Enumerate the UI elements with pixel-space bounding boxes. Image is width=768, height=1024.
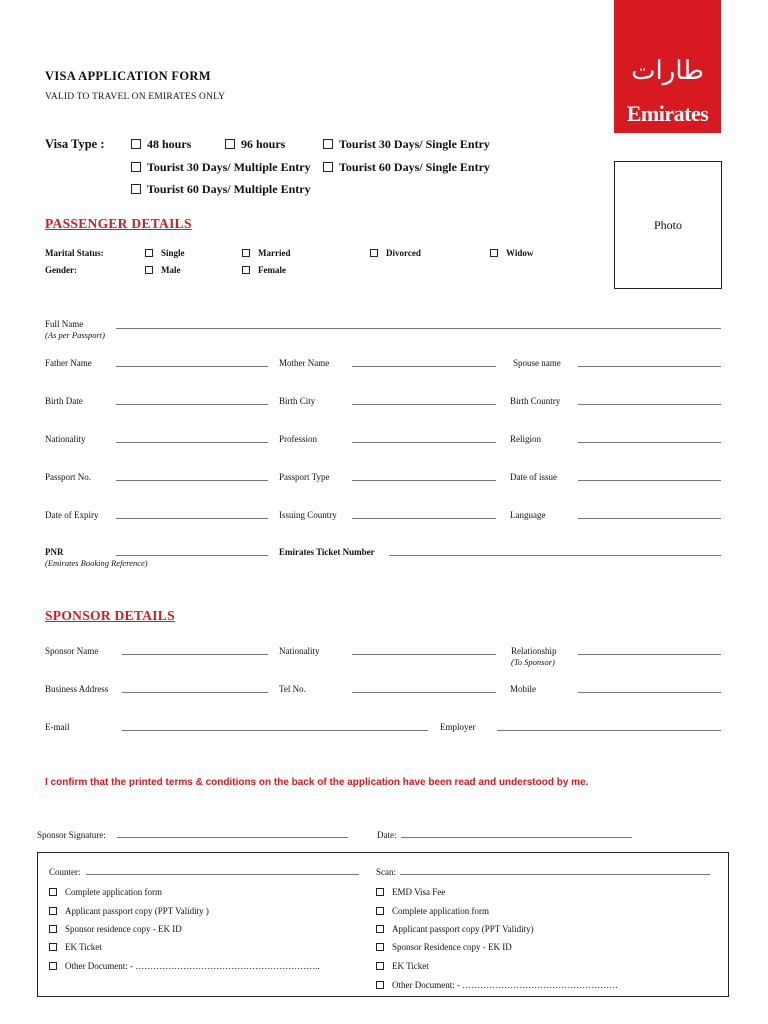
father-name-label: Father Name [45,358,92,368]
full-name-note: (As per Passport) [45,330,105,340]
scan-field[interactable] [400,874,710,875]
birth-city-label: Birth City [279,396,316,406]
marital-option-divorced[interactable]: Divorced [370,248,421,258]
checkbox-icon[interactable] [49,925,57,933]
email-field[interactable] [122,730,428,731]
passport-no-field[interactable] [116,480,268,481]
counter-item-ek-ticket[interactable]: EK Ticket [49,942,102,952]
scan-item-residence-copy[interactable]: Sponsor Residence copy - EK ID [376,942,512,952]
email-label: E-mail [45,722,70,732]
visa-option-t30-multiple[interactable]: Tourist 30 Days/ Multiple Entry [131,160,311,175]
birth-date-field[interactable] [116,404,268,405]
marital-option-married[interactable]: Married [242,248,290,258]
visa-option-t60-multiple[interactable]: Tourist 60 Days/ Multiple Entry [131,182,311,197]
date-label: Date: [377,830,397,840]
pnr-note: (Emirates Booking Reference) [45,558,148,568]
sponsor-name-field[interactable] [122,654,268,655]
birth-date-label: Birth Date [45,396,83,406]
gender-option-male[interactable]: Male [145,265,181,275]
scan-label: Scan: [376,867,396,877]
scan-item-application-form[interactable]: Complete application form [376,906,489,916]
spouse-name-field[interactable] [578,366,721,367]
checkbox-icon[interactable] [49,907,57,915]
business-address-field[interactable] [122,692,268,693]
counter-field[interactable] [86,874,359,875]
checkbox-icon[interactable] [376,981,384,989]
mother-name-label: Mother Name [279,358,330,368]
checkbox-icon[interactable] [376,943,384,951]
sponsor-details-heading: SPONSOR DETAILS [45,608,175,623]
checkbox-icon[interactable] [49,943,57,951]
visa-type-label: Visa Type : [45,137,105,151]
checkbox-icon[interactable] [225,139,235,149]
relationship-field[interactable] [578,654,721,655]
visa-option-t60-single[interactable]: Tourist 60 Days/ Single Entry [323,160,490,175]
checkbox-icon[interactable] [242,249,250,257]
checkbox-icon[interactable] [145,266,153,274]
checkbox-icon[interactable] [131,184,141,194]
ticket-number-field[interactable] [389,555,721,556]
mobile-field[interactable] [578,692,721,693]
relationship-label: Relationship [511,646,557,656]
date-field[interactable] [401,837,632,838]
pnr-label: PNR [45,547,64,557]
checkbox-icon[interactable] [376,962,384,970]
checkbox-icon[interactable] [376,907,384,915]
issuing-country-label: Issuing Country [279,510,337,520]
counter-item-other-document[interactable]: Other Document: - …………………………………………………….. [49,961,320,971]
spouse-name-label: Spouse name [513,358,561,368]
sponsor-nationality-label: Nationality [279,646,320,656]
tel-no-label: Tel No. [279,684,306,694]
emirates-logo [614,0,721,133]
visa-option-96h[interactable]: 96 hours [225,137,285,152]
checkbox-icon[interactable] [376,925,384,933]
passport-type-field[interactable] [352,480,496,481]
photo-box[interactable] [614,161,722,289]
issuing-country-field[interactable] [352,518,496,519]
ticket-number-label: Emirates Ticket Number [279,547,375,557]
checkbox-icon[interactable] [49,888,57,896]
counter-item-residence-copy[interactable]: Sponsor residence copy - EK ID [49,924,182,934]
passenger-details-heading: PASSENGER DETAILS [45,216,192,231]
sponsor-nationality-field[interactable] [352,654,496,655]
passport-no-label: Passport No. [45,472,92,482]
checkbox-icon[interactable] [323,139,333,149]
marital-option-single[interactable]: Single [145,248,185,258]
relationship-note: (To Sponsor) [511,657,555,667]
form-title: VISA APPLICATION FORM [45,69,211,83]
mother-name-field[interactable] [352,366,496,367]
sponsor-signature-label: Sponsor Signature: [37,830,106,840]
checkbox-icon[interactable] [376,888,384,896]
birth-country-field[interactable] [578,404,721,405]
marital-status-label: Marital Status: [45,248,104,258]
employer-field[interactable] [497,730,721,731]
profession-field[interactable] [352,442,496,443]
religion-field[interactable] [578,442,721,443]
checkbox-icon[interactable] [242,266,250,274]
checkbox-icon[interactable] [370,249,378,257]
profession-label: Profession [279,434,317,444]
checkbox-icon[interactable] [131,139,141,149]
counter-label: Counter: [49,867,81,877]
checkbox-icon[interactable] [490,249,498,257]
visa-option-t30-single[interactable]: Tourist 30 Days/ Single Entry [323,137,490,152]
tel-no-field[interactable] [352,692,496,693]
birth-city-field[interactable] [352,404,496,405]
father-name-field[interactable] [116,366,268,367]
language-field[interactable] [578,518,721,519]
counter-item-application-form[interactable]: Complete application form [49,887,162,897]
checkbox-icon[interactable] [145,249,153,257]
marital-option-widow[interactable]: Widow [490,248,533,258]
scan-item-passport-copy[interactable]: Applicant passport copy (PPT Validity) [376,924,534,934]
scan-item-emd-visa-fee[interactable]: EMD Visa Fee [376,887,445,897]
mobile-label: Mobile [510,684,536,694]
business-address-label: Business Address [45,684,109,694]
checkbox-icon[interactable] [323,162,333,172]
counter-item-passport-copy[interactable]: Applicant passport copy (PPT Validity ) [49,906,209,916]
checkbox-icon[interactable] [131,162,141,172]
form-subtitle: VALID TO TRAVEL ON EMIRATES ONLY [45,92,226,102]
date-of-issue-label: Date of issue [510,472,557,482]
full-name-field[interactable] [116,328,721,329]
scan-item-other-document[interactable]: Other Document: - ……………………………………………. [376,980,617,990]
birth-country-label: Birth Country [510,396,561,406]
language-label: Language [510,510,546,520]
emirates-arabic-logo: ﻃﺎﺭﺍﺕ [631,56,704,85]
photo-label: Photo [653,218,682,232]
passport-type-label: Passport Type [279,472,330,482]
date-of-expiry-field[interactable] [116,518,268,519]
visa-option-48h[interactable]: 48 hours [131,137,191,152]
employer-label: Employer [440,722,476,732]
emirates-wordmark: Emirates [626,101,709,126]
sponsor-signature-field[interactable] [117,837,348,838]
religion-label: Religion [510,434,541,444]
sponsor-name-label: Sponsor Name [45,646,99,656]
scan-item-ek-ticket[interactable]: EK Ticket [376,961,429,971]
date-of-expiry-label: Date of Expiry [45,510,99,520]
gender-label: Gender: [45,265,77,275]
confirmation-statement: I confirm that the printed terms & conditions on the back of the application have been read and understood by me. [45,777,589,788]
date-of-issue-field[interactable] [578,480,721,481]
full-name-label: Full Name [45,319,84,329]
pnr-field[interactable] [116,555,268,556]
nationality-field[interactable] [116,442,268,443]
nationality-label: Nationality [45,434,86,444]
checkbox-icon[interactable] [49,962,57,970]
gender-option-female[interactable]: Female [242,265,286,275]
